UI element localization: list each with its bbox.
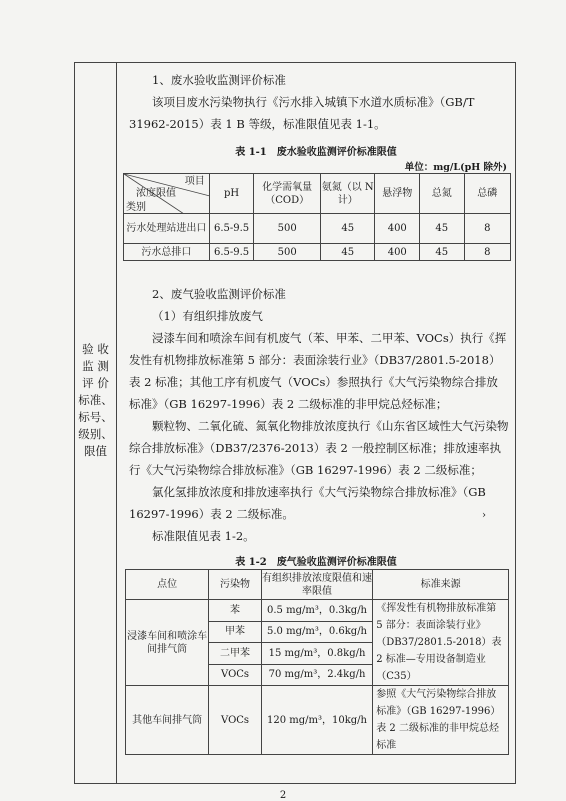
table1-cell: 8 <box>464 244 510 261</box>
document-frame <box>74 62 516 784</box>
table1-cell: 8 <box>464 214 510 244</box>
section1-title: 1、废水验收监测评价标准 <box>152 73 286 87</box>
row-label-line: 级别、 <box>78 427 113 441</box>
table-row <box>124 244 511 261</box>
ink-mark: › <box>482 510 486 521</box>
table1-cell: 6.5-9.5 <box>209 244 254 261</box>
table1-cell: 45 <box>420 244 464 261</box>
table1-cell: 45 <box>321 244 375 261</box>
diag-top-label: 项目 <box>184 176 205 187</box>
section1-text: 该项目废水污染物执行《污水排入城镇下水道水质标准》（GB/T 31962-2015）表 1 B 等级，标准限值见表 1-1。 <box>129 95 475 131</box>
paragraph: 氯化氢排放浓度和排放速率执行《大气污染物综合排放标准》（GB 16297-1996）表 2 二级标准。 <box>129 485 486 521</box>
section2-subtitle: （1）有组织排放废气 <box>152 309 263 323</box>
table1-cell: 6.5-9.5 <box>209 214 254 244</box>
paragraph: 标准限值见表 1-2。 <box>152 529 255 543</box>
row-label <box>78 341 113 460</box>
table2-limit: 70 mg/m³，2.4kg/h <box>261 664 372 686</box>
table2-location: 其他车间排气筒 <box>126 686 209 755</box>
table2-source: 《挥发性有机物排放标准第 5 部分：表面涂装行业》（DB37/2801.5-2018）表 2 标准—专用设备制造业（C35） <box>373 600 509 686</box>
table1 <box>123 173 511 261</box>
table2 <box>125 569 509 755</box>
table2-header: 点位 <box>126 570 209 600</box>
table2-limit: 5.0 mg/m³，0.6kg/h <box>261 621 372 643</box>
row-label-line: 监 测 <box>82 359 109 373</box>
row-label-line: 评 价 <box>82 376 109 390</box>
table1-cell: 45 <box>321 214 375 244</box>
table1-header: 悬浮物 <box>375 174 420 214</box>
table1-cell: 400 <box>375 214 420 244</box>
table1-row-name: 污水处理站进出口 <box>124 214 210 244</box>
table2-header: 有组织排放浓度限值和速率限值 <box>261 570 372 600</box>
content-column <box>117 63 515 783</box>
table-row <box>124 214 511 244</box>
table1-header: 化学需氧量（COD） <box>254 174 321 214</box>
table2-pollutant: VOCs <box>209 686 261 755</box>
row-label-line: 限值 <box>84 444 107 458</box>
page-number: 2 <box>279 790 287 801</box>
paragraph: 浸漆车间和喷涂车间有机废气（苯、甲苯、二甲苯、VOCs）执行《挥发性有机物排放标准第 5 部分：表面涂装行业》（DB37/2801.5-2018）表 2 标准；其他工序有机废气（VOCs）参照执行《大气污染物综合排放标准》（GB 16297-1996）表 2 二级标准的非甲烷总烃标准； <box>129 331 507 411</box>
table2-caption: 表 1-2 废气验收监测评价标准限值 <box>235 557 397 568</box>
table2-header: 标准来源 <box>373 570 509 600</box>
table2-location: 浸漆车间和喷涂车间排气筒 <box>126 600 209 686</box>
table1-cell: 400 <box>375 244 420 261</box>
diag-bot-label: 类别 <box>126 202 146 213</box>
table2-limit: 15 mg/m³，0.8kg/h <box>261 643 372 665</box>
left-column <box>75 63 117 783</box>
section2-title: 2、废气验收监测评价标准 <box>152 287 286 301</box>
table1-caption: 表 1-1 废水验收监测评价标准限值 <box>235 147 397 158</box>
table1-header: 总磷 <box>464 174 510 214</box>
table1-cell: 500 <box>254 244 321 261</box>
table1-unit: 单位：mg/L(pH 除外) <box>404 162 507 173</box>
table2-pollutant: VOCs <box>209 664 261 686</box>
table1-cell: 500 <box>254 214 321 244</box>
table2-source: 参照《大气污染物综合排放标准》（GB 16297-1996）表 2 二级标准的非甲烷总烃标准 <box>373 686 509 755</box>
table1-diagonal-header <box>124 174 210 214</box>
table-row <box>126 600 509 622</box>
table1-header: 总氮 <box>420 174 464 214</box>
table2-limit: 0.5 mg/m³，0.3kg/h <box>261 600 372 622</box>
row-label-line: 标准、 <box>78 393 113 407</box>
diag-mid-label: 浓度限值 <box>136 188 176 199</box>
table1-cell: 45 <box>420 214 464 244</box>
row-label-line: 标号、 <box>78 410 113 424</box>
table2-pollutant: 二甲苯 <box>209 643 261 665</box>
table2-pollutant: 甲苯 <box>209 621 261 643</box>
table2-header: 污染物 <box>209 570 261 600</box>
row-label-line: 验 收 <box>82 342 109 356</box>
table1-row-name: 污水总排口 <box>124 244 210 261</box>
table-row <box>126 686 509 755</box>
table1-header: pH <box>209 174 254 214</box>
table2-pollutant: 苯 <box>209 600 261 622</box>
paragraph: 颗粒物、二氧化硫、氮氧化物排放浓度执行《山东省区域性大气污染物综合排放标准》（DB37/2376-2013）表 2 一般控制区标准；排放速率执行《大气污染物综合排放标准》（GB 16297-1996）表 2 二级标准； <box>129 419 509 477</box>
table1-header: 氨氮（以 N 计） <box>321 174 375 214</box>
table2-limit: 120 mg/m³，10kg/h <box>261 686 372 755</box>
